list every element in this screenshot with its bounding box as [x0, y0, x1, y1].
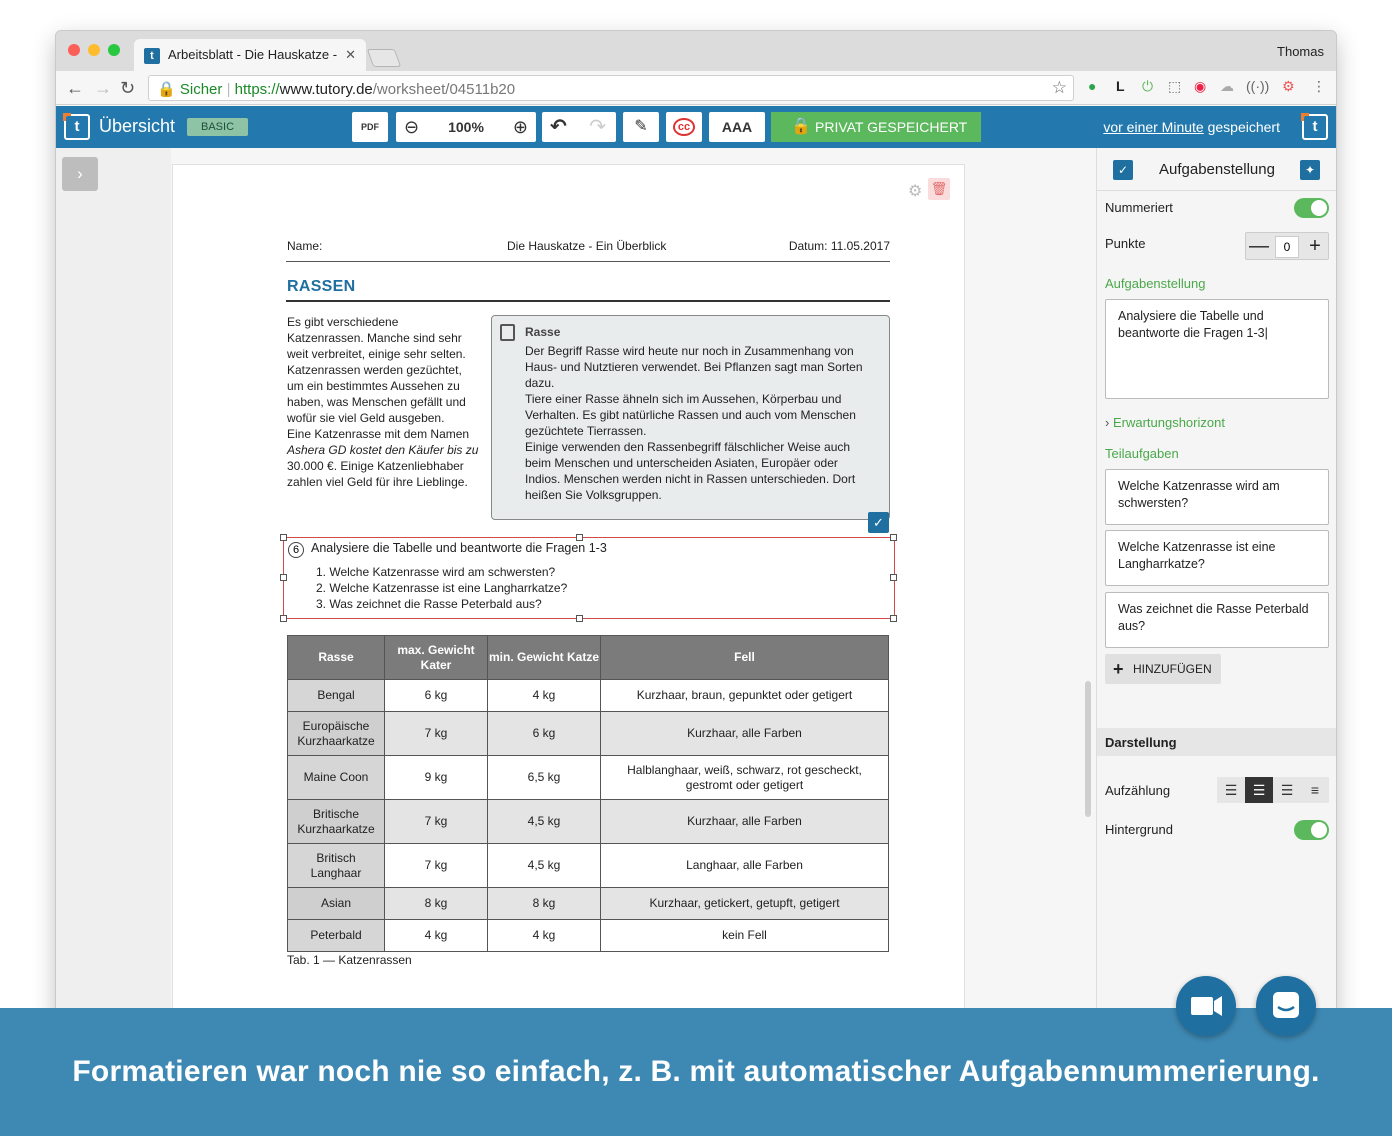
table-header: Fell — [601, 636, 889, 680]
plus-icon[interactable]: + — [1309, 235, 1321, 257]
extension-l-icon[interactable]: L — [1116, 78, 1125, 94]
browser-window — [56, 31, 1336, 1056]
edit-button[interactable] — [623, 112, 659, 142]
pdf-export-button[interactable] — [352, 112, 388, 142]
license-button[interactable] — [666, 112, 702, 142]
table-cell: Asian — [288, 888, 385, 920]
history-control — [542, 112, 616, 142]
info-line: Haus- und Nutztieren verwendet. Bei Pflanzen sagt man Sorten — [525, 360, 863, 374]
url-domain: www.tutory.de — [279, 81, 373, 98]
intro-line: Katzenrassen. Manche sind sehr — [287, 331, 462, 345]
url-input[interactable]: 🔒 Sicher | https://www.tutory.de/worksheet/04511b20 ☆ — [148, 75, 1074, 101]
table-cell: Britisch Langhaar — [288, 844, 385, 888]
chat-button[interactable] — [1256, 976, 1316, 1036]
section-divider — [286, 300, 890, 302]
table-cell: 8 kg — [488, 888, 601, 920]
points-stepper — [1245, 232, 1329, 260]
intro-line: Eine Katzenrasse mit dem Namen — [287, 427, 470, 441]
points-label: Punkte — [1105, 236, 1146, 251]
table-row — [288, 844, 889, 888]
resize-handle[interactable] — [576, 615, 583, 622]
save-status — [1103, 119, 1280, 135]
extension-power-icon[interactable]: ⏻ — [1142, 78, 1154, 94]
resize-handle[interactable] — [280, 615, 287, 622]
info-line: Der Begriff Rasse wird heute nur noch in Zusammenhang von — [525, 344, 854, 358]
extension-radio-icon[interactable]: ((·)) — [1246, 78, 1270, 94]
add-subtask-button[interactable] — [1105, 654, 1221, 684]
info-line: Tiere einer Rasse ähneln sich im Aussehen, Körperbau und — [525, 392, 842, 406]
task-title: Analysiere die Tabelle und beantworte die Fragen 1-3 — [311, 541, 607, 555]
table-row — [288, 888, 889, 920]
extension-shield-icon[interactable]: ⚙ — [1282, 78, 1295, 94]
secure-label: Sicher — [179, 81, 223, 98]
text-size-button[interactable]: AAA — [709, 112, 765, 142]
magic-wand-icon[interactable]: ✦ — [1300, 160, 1320, 180]
table-cell: 7 kg — [385, 844, 488, 888]
cat-breeds-table[interactable] — [287, 635, 889, 952]
profile-name[interactable]: Thomas — [1277, 44, 1324, 59]
table-cell: 7 kg — [385, 712, 488, 756]
table-cell: Kurzhaar, alle Farben — [601, 712, 889, 756]
padlock-icon: 🔒 — [791, 118, 811, 135]
table-row — [288, 920, 889, 952]
table-cell: 4 kg — [488, 920, 601, 952]
task-item: 2. Welche Katzenrasse ist eine Langharrkatze? — [316, 581, 568, 595]
info-line: beim Menschen und unterscheiden Asiaten, Europäer oder — [525, 456, 838, 470]
enumeration-label: Aufzählung — [1105, 783, 1171, 798]
resize-handle[interactable] — [280, 534, 287, 541]
edit-icon: ✎ — [634, 118, 648, 135]
info-line: dazu. — [525, 376, 555, 390]
list-style-bullets-numbered-icon[interactable]: ☰ — [1217, 777, 1245, 803]
panel-divider — [1097, 190, 1336, 191]
list-style-plain-icon[interactable]: ≡ — [1301, 777, 1329, 803]
plan-badge: BASIC — [187, 118, 248, 136]
info-line: Indios. Menschen werden nicht in Rassen unterschieden. Dort — [525, 472, 856, 486]
numbered-label: Nummeriert — [1105, 200, 1173, 215]
info-box[interactable] — [491, 315, 890, 520]
panel-checkbox[interactable]: ✓ — [1113, 160, 1133, 180]
reload-icon[interactable]: ↻ — [120, 78, 136, 98]
add-label: HINZUFÜGEN — [1133, 662, 1212, 676]
task-number: 6 — [288, 542, 304, 558]
tutory-logo-icon[interactable]: t — [64, 114, 90, 140]
privacy-save-label: PRIVAT GESPEICHERT — [815, 119, 968, 135]
marketing-banner: Formatieren war noch nie so einfach, z. B. mit automatischer Aufgabennummerierung. — [0, 1008, 1392, 1136]
plus-icon: + — [1113, 659, 1124, 679]
info-line: Verhalten. Es gibt natürliche Rassen und auch vom Menschen — [525, 408, 856, 422]
table-header-row — [288, 636, 889, 680]
checkmark-icon[interactable]: ✓ — [868, 512, 889, 533]
forward-icon[interactable]: → — [94, 78, 112, 98]
section-heading[interactable]: RASSEN — [287, 278, 356, 295]
table-cell: Britische Kurzhaarkatze — [288, 800, 385, 844]
table-cell: 6 kg — [488, 712, 601, 756]
table-row — [288, 712, 889, 756]
privacy-save-button[interactable] — [771, 112, 981, 142]
resize-handle[interactable] — [890, 574, 897, 581]
extension-capture-icon[interactable]: ⬚ — [1168, 78, 1182, 94]
properties-panel — [1096, 148, 1336, 1056]
task-item: 1. Welche Katzenrasse wird am schwersten? — [316, 565, 556, 579]
background-label: Hintergrund — [1105, 822, 1173, 837]
chevron-right-icon: › — [77, 164, 83, 183]
extension-color-icon[interactable]: ◉ — [1194, 78, 1207, 94]
table-cell: 4 kg — [385, 920, 488, 952]
zoom-out-icon[interactable]: ⊖ — [404, 117, 420, 137]
info-line: gezüchtete Tierrassen. — [525, 424, 647, 438]
table-row — [288, 756, 889, 800]
extension-evernote-icon[interactable]: ● — [1088, 78, 1097, 94]
table-caption: Tab. 1 — Katzenrassen — [287, 953, 412, 967]
new-tab-button[interactable] — [367, 49, 402, 67]
expectation-label: Erwartungshorizont — [1112, 415, 1225, 430]
intro-line: zahlen viel Geld für ihre Lieblinge. — [287, 475, 468, 489]
minus-icon[interactable]: — — [1249, 235, 1269, 257]
table-header: max. Gewicht Kater — [385, 636, 488, 680]
video-camera-icon — [1176, 976, 1236, 1036]
browser-menu-icon[interactable]: ⋮ — [1312, 78, 1326, 94]
table-cell: 9 kg — [385, 756, 488, 800]
extension-cloud-icon[interactable]: ☁ — [1220, 78, 1234, 94]
table-cell: Kurzhaar, braun, gepunktet oder getigert — [601, 680, 889, 712]
table-header: min. Gewicht Katze — [488, 636, 601, 680]
intro-line: 30.000 €. Einige Katzenliebhaber — [287, 459, 464, 473]
subtask-input-2[interactable]: Welche Katzenrasse ist eine Langharrkatze? — [1105, 530, 1329, 586]
left-gutter — [56, 148, 171, 1056]
table-cell: Maine Coon — [288, 756, 385, 800]
task-text-label: Aufgabenstellung — [1105, 276, 1206, 291]
table-cell: Kurzhaar, getickert, getupft, getigert — [601, 888, 889, 920]
table-cell: Halblanghaar, weiß, schwarz, rot gescheckt, gestromt oder getigert — [601, 756, 889, 800]
maximize-window-icon[interactable] — [108, 44, 120, 56]
redo-icon[interactable]: ↷ — [589, 116, 606, 138]
task-list — [316, 564, 567, 612]
tutory-favicon-icon: t — [144, 48, 160, 64]
creative-commons-icon: cc — [673, 118, 695, 136]
name-label: Name: — [287, 239, 323, 253]
intro-text[interactable] — [287, 314, 483, 490]
table-cell: 6,5 kg — [488, 756, 601, 800]
resize-handle[interactable] — [576, 534, 583, 541]
intro-line: haben, was Menschen gefällt und — [287, 395, 466, 409]
zoom-control — [396, 112, 536, 142]
lock-icon: 🔒 — [157, 81, 176, 98]
chat-bubble-icon — [1256, 976, 1316, 1036]
table-cell: Europäische Kurzhaarkatze — [288, 712, 385, 756]
table-cell: 4,5 kg — [488, 800, 601, 844]
url-path: /worksheet/04511b20 — [372, 81, 516, 98]
table-cell: Kurzhaar, alle Farben — [601, 800, 889, 844]
list-style-bullets-icon[interactable]: ☰ — [1273, 777, 1301, 803]
tab-bar — [56, 31, 1336, 71]
table-cell: Bengal — [288, 680, 385, 712]
zoom-level: 100% — [448, 119, 484, 135]
display-section-header: Darstellung — [1097, 728, 1336, 756]
task-item: 3. Was zeichnet die Rasse Peterbald aus? — [316, 597, 542, 611]
app-toolbar — [56, 106, 1336, 148]
list-style-numbered-icon[interactable]: ☰ — [1245, 777, 1273, 803]
panel-title: Aufgabenstellung — [1159, 161, 1275, 178]
subtask-input-1[interactable]: Welche Katzenrasse wird am schwersten? — [1105, 469, 1329, 525]
overview-link[interactable]: Übersicht — [99, 116, 176, 136]
intro-line: Katzenrassen werden gezüchtet, — [287, 363, 462, 377]
info-line: Einige verwenden den Rassenbegriff fälschlicher Weise auch — [525, 440, 851, 454]
close-window-icon[interactable] — [68, 44, 80, 56]
intro-line: um ein bestimmtes Aussehen zu — [287, 379, 460, 393]
table-cell: 7 kg — [385, 800, 488, 844]
intro-line: Ashera GD kostet den Käufer bis zu — [287, 443, 479, 457]
table-header: Rasse — [288, 636, 385, 680]
pdf-icon: PDF — [361, 122, 379, 132]
minimize-window-icon[interactable] — [88, 44, 100, 56]
subtask-input-3[interactable]: Was zeichnet die Rasse Peterbald aus? — [1105, 592, 1329, 648]
tab-title: Arbeitsblatt - Die Hauskatze - — [168, 47, 338, 62]
table-cell: 6 kg — [385, 680, 488, 712]
subtasks-label: Teilaufgaben — [1105, 446, 1179, 461]
resize-handle[interactable] — [890, 534, 897, 541]
table-cell: 8 kg — [385, 888, 488, 920]
points-value[interactable]: 0 — [1275, 236, 1299, 258]
chevron-right-icon: › — [1105, 415, 1113, 430]
expand-sidebar-button[interactable] — [62, 157, 98, 191]
table-cell: 4 kg — [488, 680, 601, 712]
resize-handle[interactable] — [890, 615, 897, 622]
table-cell: Langhaar, alle Farben — [601, 844, 889, 888]
address-bar-row — [56, 71, 1336, 105]
undo-icon[interactable]: ↶ — [550, 116, 567, 138]
intro-line: weit verbreitet, einige sehr selten. — [287, 347, 466, 361]
info-line: heißen Sie Volksgruppen. — [525, 488, 662, 502]
header-divider — [286, 261, 890, 262]
saved-time-link[interactable]: vor einer Minute — [1103, 119, 1204, 135]
editor-scrollbar[interactable] — [1085, 681, 1091, 817]
gear-icon[interactable]: ⚙ — [908, 183, 923, 200]
bookmark-star-icon[interactable]: ☆ — [1051, 78, 1067, 97]
task-text-value: Analysiere die Tabelle und beantworte die Fragen 1-3 — [1118, 309, 1265, 340]
bookmark-icon — [500, 324, 515, 341]
table-cell: kein Fell — [601, 920, 889, 952]
trash-icon[interactable]: 🗑 — [928, 178, 950, 200]
saved-suffix: gespeichert — [1207, 119, 1280, 135]
worksheet-title: Die Hauskatze - Ein Überblick — [507, 239, 667, 253]
numbered-toggle[interactable] — [1294, 198, 1329, 218]
expectation-toggle[interactable] — [1105, 415, 1225, 430]
resize-handle[interactable] — [280, 574, 287, 581]
url-scheme: https:// — [234, 81, 280, 98]
table-row — [288, 680, 889, 712]
worksheet-date: Datum: 11.05.2017 — [788, 239, 890, 253]
task-text-input[interactable]: Analysiere die Tabelle und beantworte die Fragen 1-3| — [1105, 299, 1329, 399]
intro-line: wofür sie viel Geld ausgeben. — [287, 411, 445, 425]
video-call-button[interactable] — [1176, 976, 1236, 1036]
browser-tab[interactable] — [134, 39, 366, 71]
close-tab-icon[interactable]: ✕ — [345, 47, 356, 62]
table-row — [288, 800, 889, 844]
intro-line: Es gibt verschiedene — [287, 315, 399, 329]
zoom-in-icon[interactable]: ⊕ — [512, 117, 528, 137]
background-toggle[interactable] — [1294, 820, 1329, 840]
tutory-account-icon[interactable]: t — [1302, 114, 1328, 140]
table-cell: Peterbald — [288, 920, 385, 952]
info-box-title: Rasse — [525, 325, 561, 339]
back-icon[interactable]: ← — [66, 78, 84, 98]
table-cell: 4,5 kg — [488, 844, 601, 888]
